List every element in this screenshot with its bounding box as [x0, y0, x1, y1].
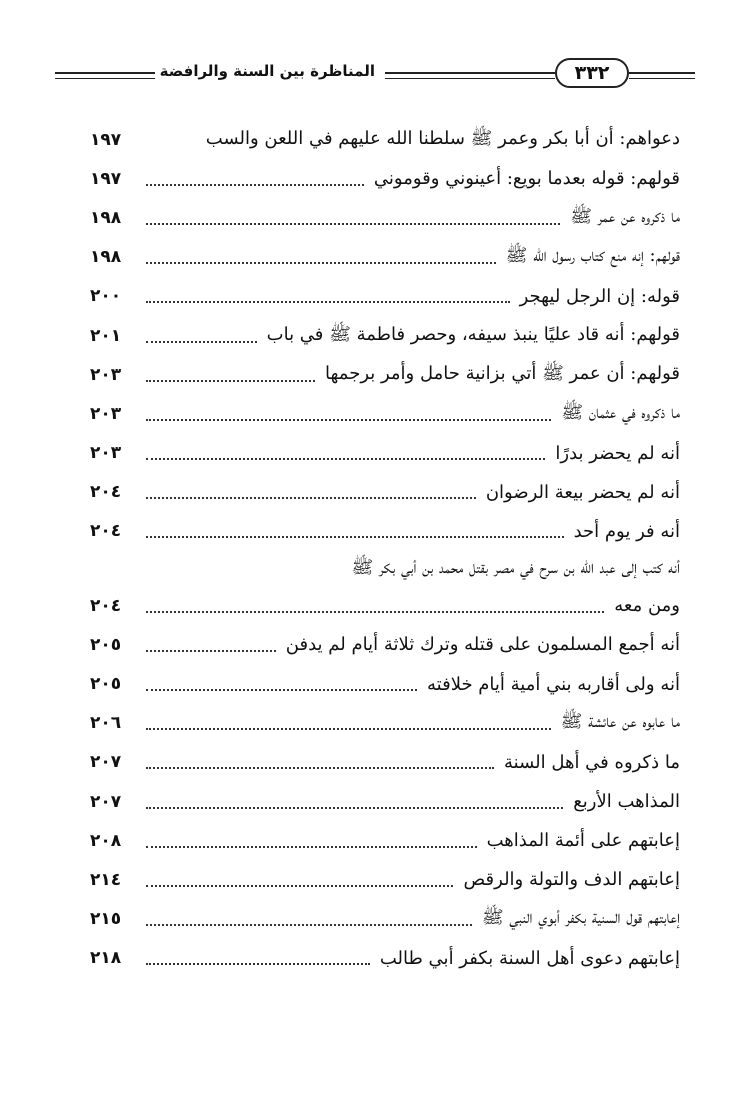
toc-entry-title: قولهم: إنه منع كتاب رسول الله ﷺ	[505, 245, 680, 267]
toc-entry	[90, 782, 680, 821]
toc-entry	[90, 277, 680, 316]
header-rule-right-bottom	[629, 78, 695, 79]
dot-leader	[146, 963, 370, 965]
dot-leader	[146, 650, 276, 652]
toc-entry	[90, 743, 680, 782]
header-rule-middle-top	[385, 72, 555, 74]
toc-entry-title: قولهم: أنه قاد عليًا ينبذ سيفه، وحصر فاطمة ﷺ في باب	[266, 323, 680, 345]
dot-leader	[146, 341, 257, 343]
header-rule-right-top	[629, 72, 695, 74]
toc-entry-title: إعابتهم قول السنية بكفر أبوي النبي ﷺ	[481, 907, 680, 929]
toc-entry	[90, 625, 680, 664]
dot-leader	[146, 846, 477, 848]
toc-entry-title: إعابتهم على أئمة المذاهب	[486, 830, 680, 852]
table-of-contents	[90, 120, 680, 978]
header-rule-left-top	[55, 72, 155, 74]
toc-entry-page: ٢٠٤	[90, 482, 122, 503]
toc-entry	[90, 394, 680, 433]
dot-leader	[146, 767, 494, 769]
toc-entry-page: ٢٠٦	[90, 713, 122, 734]
toc-entry-page: ٢١٨	[90, 948, 122, 969]
dot-leader	[146, 262, 496, 264]
toc-entry-page: ٢٠٤	[90, 595, 122, 616]
dot-leader	[146, 301, 510, 303]
toc-entry-page: ٢٠١	[90, 325, 122, 346]
toc-entry-title: ما ذكروه في أهل السنة	[503, 751, 680, 773]
toc-entry	[90, 159, 680, 198]
toc-entry	[90, 355, 680, 394]
toc-entry-page: ٢٠٤	[90, 521, 122, 542]
toc-entry	[90, 860, 680, 899]
toc-entry	[90, 586, 680, 625]
toc-entry-title: أنه كتب إلى عبد الله بن سرح في مصر بقتل محمد بن أبي بكر ﷺ	[351, 556, 680, 578]
toc-entry-title: ما عابوه عن عائشة ﷺ	[560, 711, 680, 733]
toc-entry	[90, 316, 680, 355]
dot-leader	[146, 924, 472, 926]
header-rule-middle-bottom	[385, 78, 555, 79]
dot-leader	[146, 536, 564, 538]
dot-leader	[146, 611, 604, 613]
toc-entry-page: ٢٠٧	[90, 791, 122, 812]
toc-entry-title: إعابتهم دعوى أهل السنة بكفر أبي طالب	[379, 947, 680, 969]
toc-entry-page: ٢٠٠	[90, 286, 122, 307]
toc-entry-page: ١٩٨	[90, 247, 122, 268]
book-title: المناظرة بين السنة والرافضة	[159, 62, 375, 80]
dot-leader	[146, 885, 453, 887]
toc-entry	[90, 512, 680, 551]
toc-entry	[90, 551, 680, 586]
toc-entry-title: أنه أجمع المسلمون على قتله وترك ثلاثة أيام لم يدفن	[285, 634, 680, 656]
toc-entry	[90, 120, 680, 159]
toc-entry-page: ٢٠٣	[90, 443, 122, 464]
dot-leader	[146, 223, 560, 225]
toc-entry	[90, 664, 680, 703]
dot-leader	[146, 497, 476, 499]
dot-leader	[146, 458, 545, 460]
toc-entry-title: قولهم: قوله بعدما بويع: أعينوني وقوموني	[373, 168, 680, 190]
toc-entry-title: أنه فر يوم أحد	[573, 520, 680, 542]
toc-entry	[90, 198, 680, 237]
toc-entry-page: ٢٠٧	[90, 752, 122, 773]
toc-entry	[90, 434, 680, 473]
toc-entry-title: أنه لم يحضر بدرًا	[555, 442, 680, 464]
toc-entry-page: ١٩٨	[90, 207, 122, 228]
toc-entry	[90, 473, 680, 512]
toc-entry	[90, 704, 680, 743]
dot-leader	[146, 419, 551, 421]
toc-entry	[90, 939, 680, 978]
toc-entry-title: قولهم: أن عمر ﷺ أتي بزانية حامل وأمر برجمها	[325, 362, 680, 384]
dot-leader	[146, 380, 315, 382]
toc-entry-page: ٢٠٥	[90, 634, 122, 655]
toc-entry-page: ١٩٧	[90, 129, 122, 150]
toc-entry-page: ٢٠٣	[90, 364, 122, 385]
toc-entry-page: ٢١٤	[90, 869, 122, 890]
toc-entry-title: ما ذكروه في عثمان ﷺ	[561, 401, 680, 423]
toc-entry-title: قوله: إن الرجل ليهجر	[519, 285, 680, 307]
toc-entry-page: ١٩٧	[90, 168, 122, 189]
toc-entry-page: ٢٠٨	[90, 830, 122, 851]
toc-entry-title: أنه ولى أقاربه بني أمية أيام خلافته	[427, 673, 680, 695]
toc-entry-title: إعابتهم الدف والتولة والرقص	[463, 869, 680, 891]
toc-entry	[90, 238, 680, 277]
page-number-badge: ٣٣٢	[555, 58, 629, 88]
toc-entry	[90, 821, 680, 860]
toc-entry-title: ما ذكروه عن عمر ﷺ	[570, 205, 680, 227]
dot-leader	[146, 728, 551, 730]
toc-entry-title: أنه لم يحضر بيعة الرضوان	[485, 481, 680, 503]
dot-leader	[146, 184, 364, 186]
toc-entry-page: ٢٠٣	[90, 403, 122, 424]
header-rule-left-bottom	[55, 78, 155, 79]
toc-entry-page: ٢١٥	[90, 909, 122, 930]
toc-entry	[90, 900, 680, 939]
running-header	[55, 58, 695, 94]
dot-leader	[146, 807, 563, 809]
toc-entry-page: ٢٠٥	[90, 674, 122, 695]
toc-entry-title: المذاهب الأربع	[573, 791, 680, 813]
dot-leader	[146, 689, 417, 691]
toc-entry-title: ومن معه	[614, 595, 680, 617]
toc-entry-title: دعواهم: أن أبا بكر وعمر ﷺ سلطنا الله عليهم في اللعن والسب	[205, 127, 680, 149]
